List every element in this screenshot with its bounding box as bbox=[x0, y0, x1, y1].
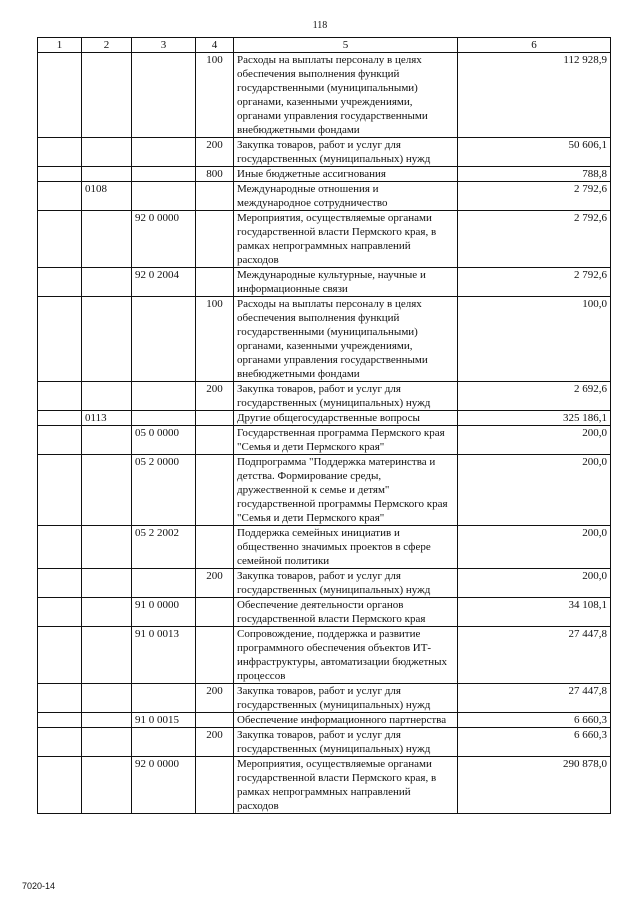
section-code-cell: 0113 bbox=[82, 411, 132, 426]
expense-type-cell bbox=[196, 455, 234, 526]
col-1-cell bbox=[38, 138, 82, 167]
budget-table bbox=[37, 37, 611, 814]
expense-type-cell bbox=[196, 268, 234, 297]
item-name-cell: Мероприятия, осуществляемые органами государственной власти Пермского края, в рамках непрограммных направлений расходов bbox=[234, 757, 458, 814]
header-col-4: 4 bbox=[196, 38, 234, 53]
item-name-cell: Закупка товаров, работ и услуг для государственных (муниципальных) нужд bbox=[234, 728, 458, 757]
expense-type-cell: 200 bbox=[196, 569, 234, 598]
table-row bbox=[38, 526, 611, 569]
table-row bbox=[38, 598, 611, 627]
target-article-cell bbox=[132, 138, 196, 167]
item-name-cell: Обеспечение информационного партнерства bbox=[234, 713, 458, 728]
table-row bbox=[38, 268, 611, 297]
amount-cell: 200,0 bbox=[458, 569, 611, 598]
col-1-cell bbox=[38, 598, 82, 627]
target-article-cell bbox=[132, 53, 196, 138]
section-code-cell bbox=[82, 138, 132, 167]
table-row bbox=[38, 167, 611, 182]
target-article-cell bbox=[132, 569, 196, 598]
amount-cell: 34 108,1 bbox=[458, 598, 611, 627]
expense-type-cell bbox=[196, 426, 234, 455]
target-article-cell bbox=[132, 684, 196, 713]
header-col-1: 1 bbox=[38, 38, 82, 53]
table-row bbox=[38, 138, 611, 167]
page-number: 118 bbox=[312, 20, 328, 31]
target-article-cell bbox=[132, 297, 196, 382]
amount-cell: 27 447,8 bbox=[458, 627, 611, 684]
section-code-cell bbox=[82, 455, 132, 526]
header-col-5: 5 bbox=[234, 38, 458, 53]
header-col-2: 2 bbox=[82, 38, 132, 53]
target-article-cell bbox=[132, 167, 196, 182]
amount-cell: 100,0 bbox=[458, 297, 611, 382]
target-article-cell bbox=[132, 728, 196, 757]
item-name-cell: Закупка товаров, работ и услуг для государственных (муниципальных) нужд bbox=[234, 382, 458, 411]
section-code-cell bbox=[82, 526, 132, 569]
target-article-cell: 05 2 0000 bbox=[132, 455, 196, 526]
item-name-cell: Обеспечение деятельности органов государственной власти Пермского края bbox=[234, 598, 458, 627]
section-code-cell bbox=[82, 297, 132, 382]
col-1-cell bbox=[38, 182, 82, 211]
target-article-cell: 05 2 2002 bbox=[132, 526, 196, 569]
item-name-cell: Государственная программа Пермского края "Семья и дети Пермского края" bbox=[234, 426, 458, 455]
expense-type-cell: 200 bbox=[196, 728, 234, 757]
col-1-cell bbox=[38, 728, 82, 757]
target-article-cell: 91 0 0013 bbox=[132, 627, 196, 684]
amount-cell: 200,0 bbox=[458, 526, 611, 569]
col-1-cell bbox=[38, 53, 82, 138]
item-name-cell: Расходы на выплаты персоналу в целях обеспечения выполнения функций государственными (муниципальными) органами, казенными учреждениями, органами управления государственными внебюджетными фондами bbox=[234, 297, 458, 382]
expense-type-cell bbox=[196, 411, 234, 426]
section-code-cell bbox=[82, 53, 132, 138]
col-1-cell bbox=[38, 297, 82, 382]
expense-type-cell bbox=[196, 713, 234, 728]
item-name-cell: Поддержка семейных инициатив и общественно значимых проектов в сфере семейной политики bbox=[234, 526, 458, 569]
item-name-cell: Иные бюджетные ассигнования bbox=[234, 167, 458, 182]
col-1-cell bbox=[38, 167, 82, 182]
target-article-cell: 92 0 0000 bbox=[132, 757, 196, 814]
table-row bbox=[38, 211, 611, 268]
section-code-cell bbox=[82, 426, 132, 455]
section-code-cell: 0108 bbox=[82, 182, 132, 211]
table-row bbox=[38, 684, 611, 713]
col-1-cell bbox=[38, 713, 82, 728]
amount-cell: 112 928,9 bbox=[458, 53, 611, 138]
header-col-3: 3 bbox=[132, 38, 196, 53]
amount-cell: 2 792,6 bbox=[458, 182, 611, 211]
expense-type-cell: 100 bbox=[196, 297, 234, 382]
table-header-row bbox=[38, 38, 611, 53]
footer-code: 7020-14 bbox=[22, 881, 56, 891]
col-1-cell bbox=[38, 382, 82, 411]
section-code-cell bbox=[82, 211, 132, 268]
section-code-cell bbox=[82, 569, 132, 598]
section-code-cell bbox=[82, 627, 132, 684]
target-article-cell: 91 0 0015 bbox=[132, 713, 196, 728]
amount-cell: 2 792,6 bbox=[458, 211, 611, 268]
table-row bbox=[38, 182, 611, 211]
section-code-cell bbox=[82, 598, 132, 627]
col-1-cell bbox=[38, 526, 82, 569]
expense-type-cell bbox=[196, 757, 234, 814]
amount-cell: 290 878,0 bbox=[458, 757, 611, 814]
amount-cell: 325 186,1 bbox=[458, 411, 611, 426]
section-code-cell bbox=[82, 167, 132, 182]
table-row bbox=[38, 627, 611, 684]
item-name-cell: Международные отношения и международное сотрудничество bbox=[234, 182, 458, 211]
amount-cell: 2 792,6 bbox=[458, 268, 611, 297]
item-name-cell: Сопровождение, поддержка и развитие программного обеспечения объектов ИТ-инфраструктуры, автоматизации бюджетных процессов bbox=[234, 627, 458, 684]
expense-type-cell bbox=[196, 627, 234, 684]
target-article-cell: 92 0 2004 bbox=[132, 268, 196, 297]
section-code-cell bbox=[82, 268, 132, 297]
expense-type-cell: 800 bbox=[196, 167, 234, 182]
expense-type-cell: 200 bbox=[196, 684, 234, 713]
table-row bbox=[38, 728, 611, 757]
section-code-cell bbox=[82, 728, 132, 757]
item-name-cell: Мероприятия, осуществляемые органами государственной власти Пермского края, в рамках непрограммных направлений расходов bbox=[234, 211, 458, 268]
amount-cell: 788,8 bbox=[458, 167, 611, 182]
target-article-cell bbox=[132, 411, 196, 426]
col-1-cell bbox=[38, 455, 82, 526]
item-name-cell: Закупка товаров, работ и услуг для государственных (муниципальных) нужд bbox=[234, 138, 458, 167]
header-col-6: 6 bbox=[458, 38, 611, 53]
table-row bbox=[38, 757, 611, 814]
section-code-cell bbox=[82, 757, 132, 814]
item-name-cell: Международные культурные, научные и информационные связи bbox=[234, 268, 458, 297]
table-row bbox=[38, 569, 611, 598]
table-row bbox=[38, 713, 611, 728]
amount-cell: 6 660,3 bbox=[458, 713, 611, 728]
item-name-cell: Закупка товаров, работ и услуг для государственных (муниципальных) нужд bbox=[234, 569, 458, 598]
table-row bbox=[38, 411, 611, 426]
col-1-cell bbox=[38, 684, 82, 713]
col-1-cell bbox=[38, 268, 82, 297]
item-name-cell: Расходы на выплаты персоналу в целях обеспечения выполнения функций государственными (муниципальными) органами, казенными учреждениями, органами управления государственными внебюджетными фондами bbox=[234, 53, 458, 138]
section-code-cell bbox=[82, 684, 132, 713]
expense-type-cell: 100 bbox=[196, 53, 234, 138]
col-1-cell bbox=[38, 211, 82, 268]
target-article-cell: 05 0 0000 bbox=[132, 426, 196, 455]
target-article-cell: 91 0 0000 bbox=[132, 598, 196, 627]
expense-type-cell: 200 bbox=[196, 138, 234, 167]
section-code-cell bbox=[82, 382, 132, 411]
amount-cell: 27 447,8 bbox=[458, 684, 611, 713]
expense-type-cell bbox=[196, 598, 234, 627]
amount-cell: 200,0 bbox=[458, 426, 611, 455]
expense-type-cell: 200 bbox=[196, 382, 234, 411]
amount-cell: 6 660,3 bbox=[458, 728, 611, 757]
col-1-cell bbox=[38, 426, 82, 455]
section-code-cell bbox=[82, 713, 132, 728]
expense-type-cell bbox=[196, 182, 234, 211]
table-row bbox=[38, 426, 611, 455]
target-article-cell bbox=[132, 182, 196, 211]
item-name-cell: Другие общегосударственные вопросы bbox=[234, 411, 458, 426]
col-1-cell bbox=[38, 569, 82, 598]
col-1-cell bbox=[38, 627, 82, 684]
amount-cell: 200,0 bbox=[458, 455, 611, 526]
target-article-cell bbox=[132, 382, 196, 411]
table-row bbox=[38, 455, 611, 526]
item-name-cell: Подпрограмма "Поддержка материнства и детства. Формирование среды, дружественной к семье и детям" государственной программы Пермского края "Семья и дети Пермского края" bbox=[234, 455, 458, 526]
table-row bbox=[38, 297, 611, 382]
col-1-cell bbox=[38, 411, 82, 426]
target-article-cell: 92 0 0000 bbox=[132, 211, 196, 268]
expense-type-cell bbox=[196, 211, 234, 268]
col-1-cell bbox=[38, 757, 82, 814]
table-row bbox=[38, 382, 611, 411]
table-row bbox=[38, 53, 611, 138]
amount-cell: 50 606,1 bbox=[458, 138, 611, 167]
amount-cell: 2 692,6 bbox=[458, 382, 611, 411]
expense-type-cell bbox=[196, 526, 234, 569]
item-name-cell: Закупка товаров, работ и услуг для государственных (муниципальных) нужд bbox=[234, 684, 458, 713]
